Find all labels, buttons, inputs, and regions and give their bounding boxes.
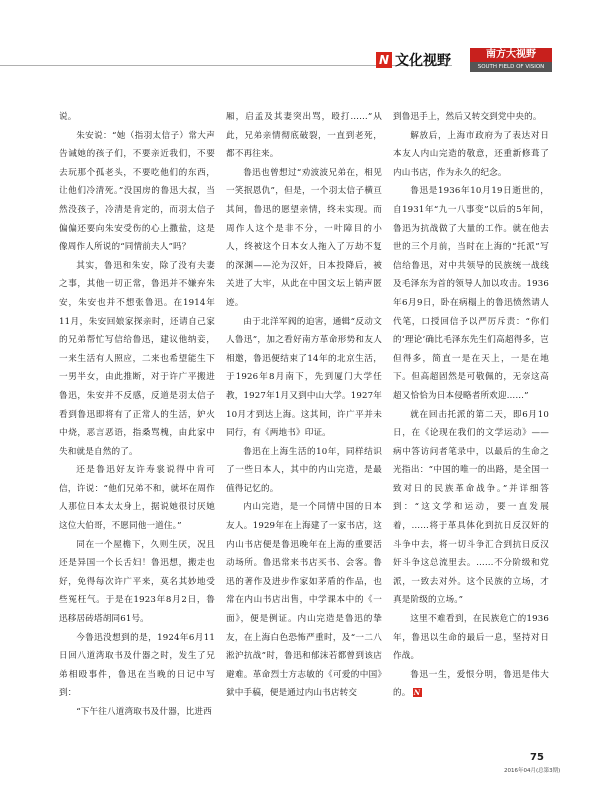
paragraph <box>393 666 549 703</box>
paragraph-text: 鲁迅在上海生活的10年，同样结识了一些日本人，其中的内山完造，是最值得记忆的。 <box>226 446 382 494</box>
issue-label: 2016年04月(总第3期) <box>504 768 561 774</box>
paragraph-text: 由于北洋军阀的迫害，通辑“反动文人鲁迅”，加之看好南方革命形势和友人相邀，鲁迅便结束了14年的北京生活，于1926年8月南下，先到厦门大学任教，1927年1月又到中山大学。1927年10月才到达上海。这其间，许广平并未同行，有《两地书》印证。 <box>226 316 382 439</box>
text-column-1 <box>59 108 215 722</box>
brand-box <box>470 48 552 74</box>
brand-name-en: SOUTH FIELD OF VISION <box>470 62 552 72</box>
paragraph-text: 还是鲁迅好友许寿裳说得中肯可信，许说：“他们兄弟不和，就坏在周作人那位日本太太身上，据说她很讨厌她这位大伯哥，不愿同他一道住。” <box>59 465 215 532</box>
paragraph-text: 鲁迅一生，爱恨分明，鲁迅是伟大的。 <box>393 669 549 699</box>
paragraph-text: 厢，启孟及其妻突出骂，殴打……”从此，兄弟亲情彻底破裂，一直到老死，都不再往来。 <box>226 112 382 160</box>
paragraph-text: 朱安说：“她（指羽太信子）常大声告诫她的孩子们，不要亲近我们，不要去玩那个孤老头，不要吃他们的东西，让他们冷清死。”没国房的鲁迅大叔，当然没孩子，冷清是肯定的，而羽太信子偏偏还要向朱安受伤的心上撒盐，这是像周作人所说的“同情前夫人”吗？ <box>59 130 215 253</box>
brand-name-cn: 南方大视野 <box>470 48 552 62</box>
paragraph-text: 同在一个屋檐下，久则生厌，况且还是异国一个长舌妇！鲁迅想，搬走也好，免得每次许广平来，莫名其妙地受些冤枉气。于是在1923年8月2日，鲁迅移居砖塔胡同61号。 <box>59 539 215 625</box>
paragraph <box>393 610 549 666</box>
paragraph <box>226 313 382 443</box>
paragraph <box>59 257 215 462</box>
paragraph-text: 这里不难看到，在民族危亡的1936年，鲁迅以生命的最后一息，坚持对日作战。 <box>393 614 549 662</box>
paragraph <box>393 182 549 405</box>
paragraph-text: 内山完造，是一个同情中国的日本友人。1929年在上海建了一家书店，这内山书店便是鲁迅晚年在上海的重要活动场所。鲁迅常来书店买书、会客。鲁迅的著作及进步作家如茅盾的作品，也常在内山书店出售，中学课本中的《一面》，便是例证。内山完造是鲁迅的挚友，在上海白色恐怖严重时，及“一二八淞沪抗战”时，鲁迅和郁沫若都曾到该店避难。革命烈士方志敏的《可爱的中国》狱中手稿，便是通过内山书店转交 <box>226 502 382 699</box>
page-number: 75 <box>530 752 544 763</box>
paragraph <box>226 443 382 499</box>
paragraph <box>59 536 215 629</box>
paragraph <box>226 498 382 703</box>
paragraph-text: 今鲁迅没想到的是，1924年6月11日回八道湾取书及什器之时，发生了兄弟相殴事件，鲁迅在当晚的日记中写到： <box>59 632 215 699</box>
text-column-2 <box>226 108 382 703</box>
paragraph <box>226 164 382 313</box>
paragraph <box>393 108 549 127</box>
paragraph-text: 鲁迅也曾想过“劝波波兄弟在，相见一笑抿恩仇”，但是，一个羽太信子横亘其间，鲁迅的愿望亲情，终未实现。而周作人这个是非不分，一叶障目的小人，终被这个日本女人拖入了万劫不复的深渊——沦为汉奸，日本投降后，被关进了大牢，从此在中国文坛上销声匿迹。 <box>226 167 382 308</box>
paragraph <box>59 461 215 535</box>
paragraph <box>393 406 549 611</box>
paragraph <box>59 108 215 127</box>
paragraph-text: 说。 <box>59 112 77 122</box>
text-column-3 <box>393 108 549 703</box>
paragraph-text: “下午往八道湾取书及什器，比进西 <box>76 707 212 717</box>
page-header <box>376 48 576 74</box>
paragraph-text: 就在回击托派的第二天，即6月10日，在《论现在我们的文学运动》——病中答访问者笔录中，以最后的生命之光指出：“中国的唯一的出路，是全国一致对日的民族革命战争。”并详细答到：“这文学和运动，要一直发展着，……将于革具体化到抗日反汉奸的斗争中去，将一切斗争汇合到抗日反汉奸斗争这总流里去。……不分阶级和党派，一致去对外。这个民族的立场，才真是阶级的立场。” <box>393 409 549 606</box>
paragraph-text: 其实，鲁迅和朱安，除了没有夫妻之事，其他一切正常，鲁迅并不嫌弃朱安，朱安也并不想张鲁迅。在1914年11月，朱安回娘家探亲时，还请自己家的兄弟帮忙写信给鲁迅，建议他纳妾，一来生活有人照应，二来也希望能生下一男半女，由此推断，对于许广平搬进鲁迅，朱安并不反感，反道是羽太信子看到鲁迅即将有了正常人的生活，妒火中烧，恶言恶语，指桑骂槐，由此家中失和就是自然的了。 <box>59 260 215 457</box>
paragraph <box>59 629 215 703</box>
paragraph <box>393 127 549 183</box>
paragraph-text: 解放后，上海市政府为了表达对日本友人内山完造的敬意，还重新修葺了内山书店，作为永久的纪念。 <box>393 130 549 178</box>
section-title: 文化视野 <box>395 53 451 69</box>
paragraph-text: 鲁迅是1936年10月19日逝世的，自1931年“九一八事变”以后的5年间，鲁迅为抗战做了大量的工作。就在他去世的三个月前，当时在上海的“托派”写信给鲁迅，对中共领导的民族统一战线及毛泽东为首的领导人加以攻击。1936年6月9日，卧在病榻上的鲁迅愤然请人代笔，口授回信予以严厉斥责：“你们的‘理论’确比毛泽东先生们高超得多，岂但得多，简直一是在天上，一是在地下。但高超固然是可敬佩的，无奈这高超又恰恰为日本侵略者所欢迎……” <box>393 186 549 401</box>
paragraph-text: 到鲁迅手上，然后又转交到党中央的。 <box>393 112 542 122</box>
end-mark-icon: N <box>413 688 421 698</box>
magazine-logo-icon: N <box>376 52 392 68</box>
paragraph <box>59 127 215 257</box>
paragraph <box>226 108 382 164</box>
paragraph <box>59 703 215 722</box>
